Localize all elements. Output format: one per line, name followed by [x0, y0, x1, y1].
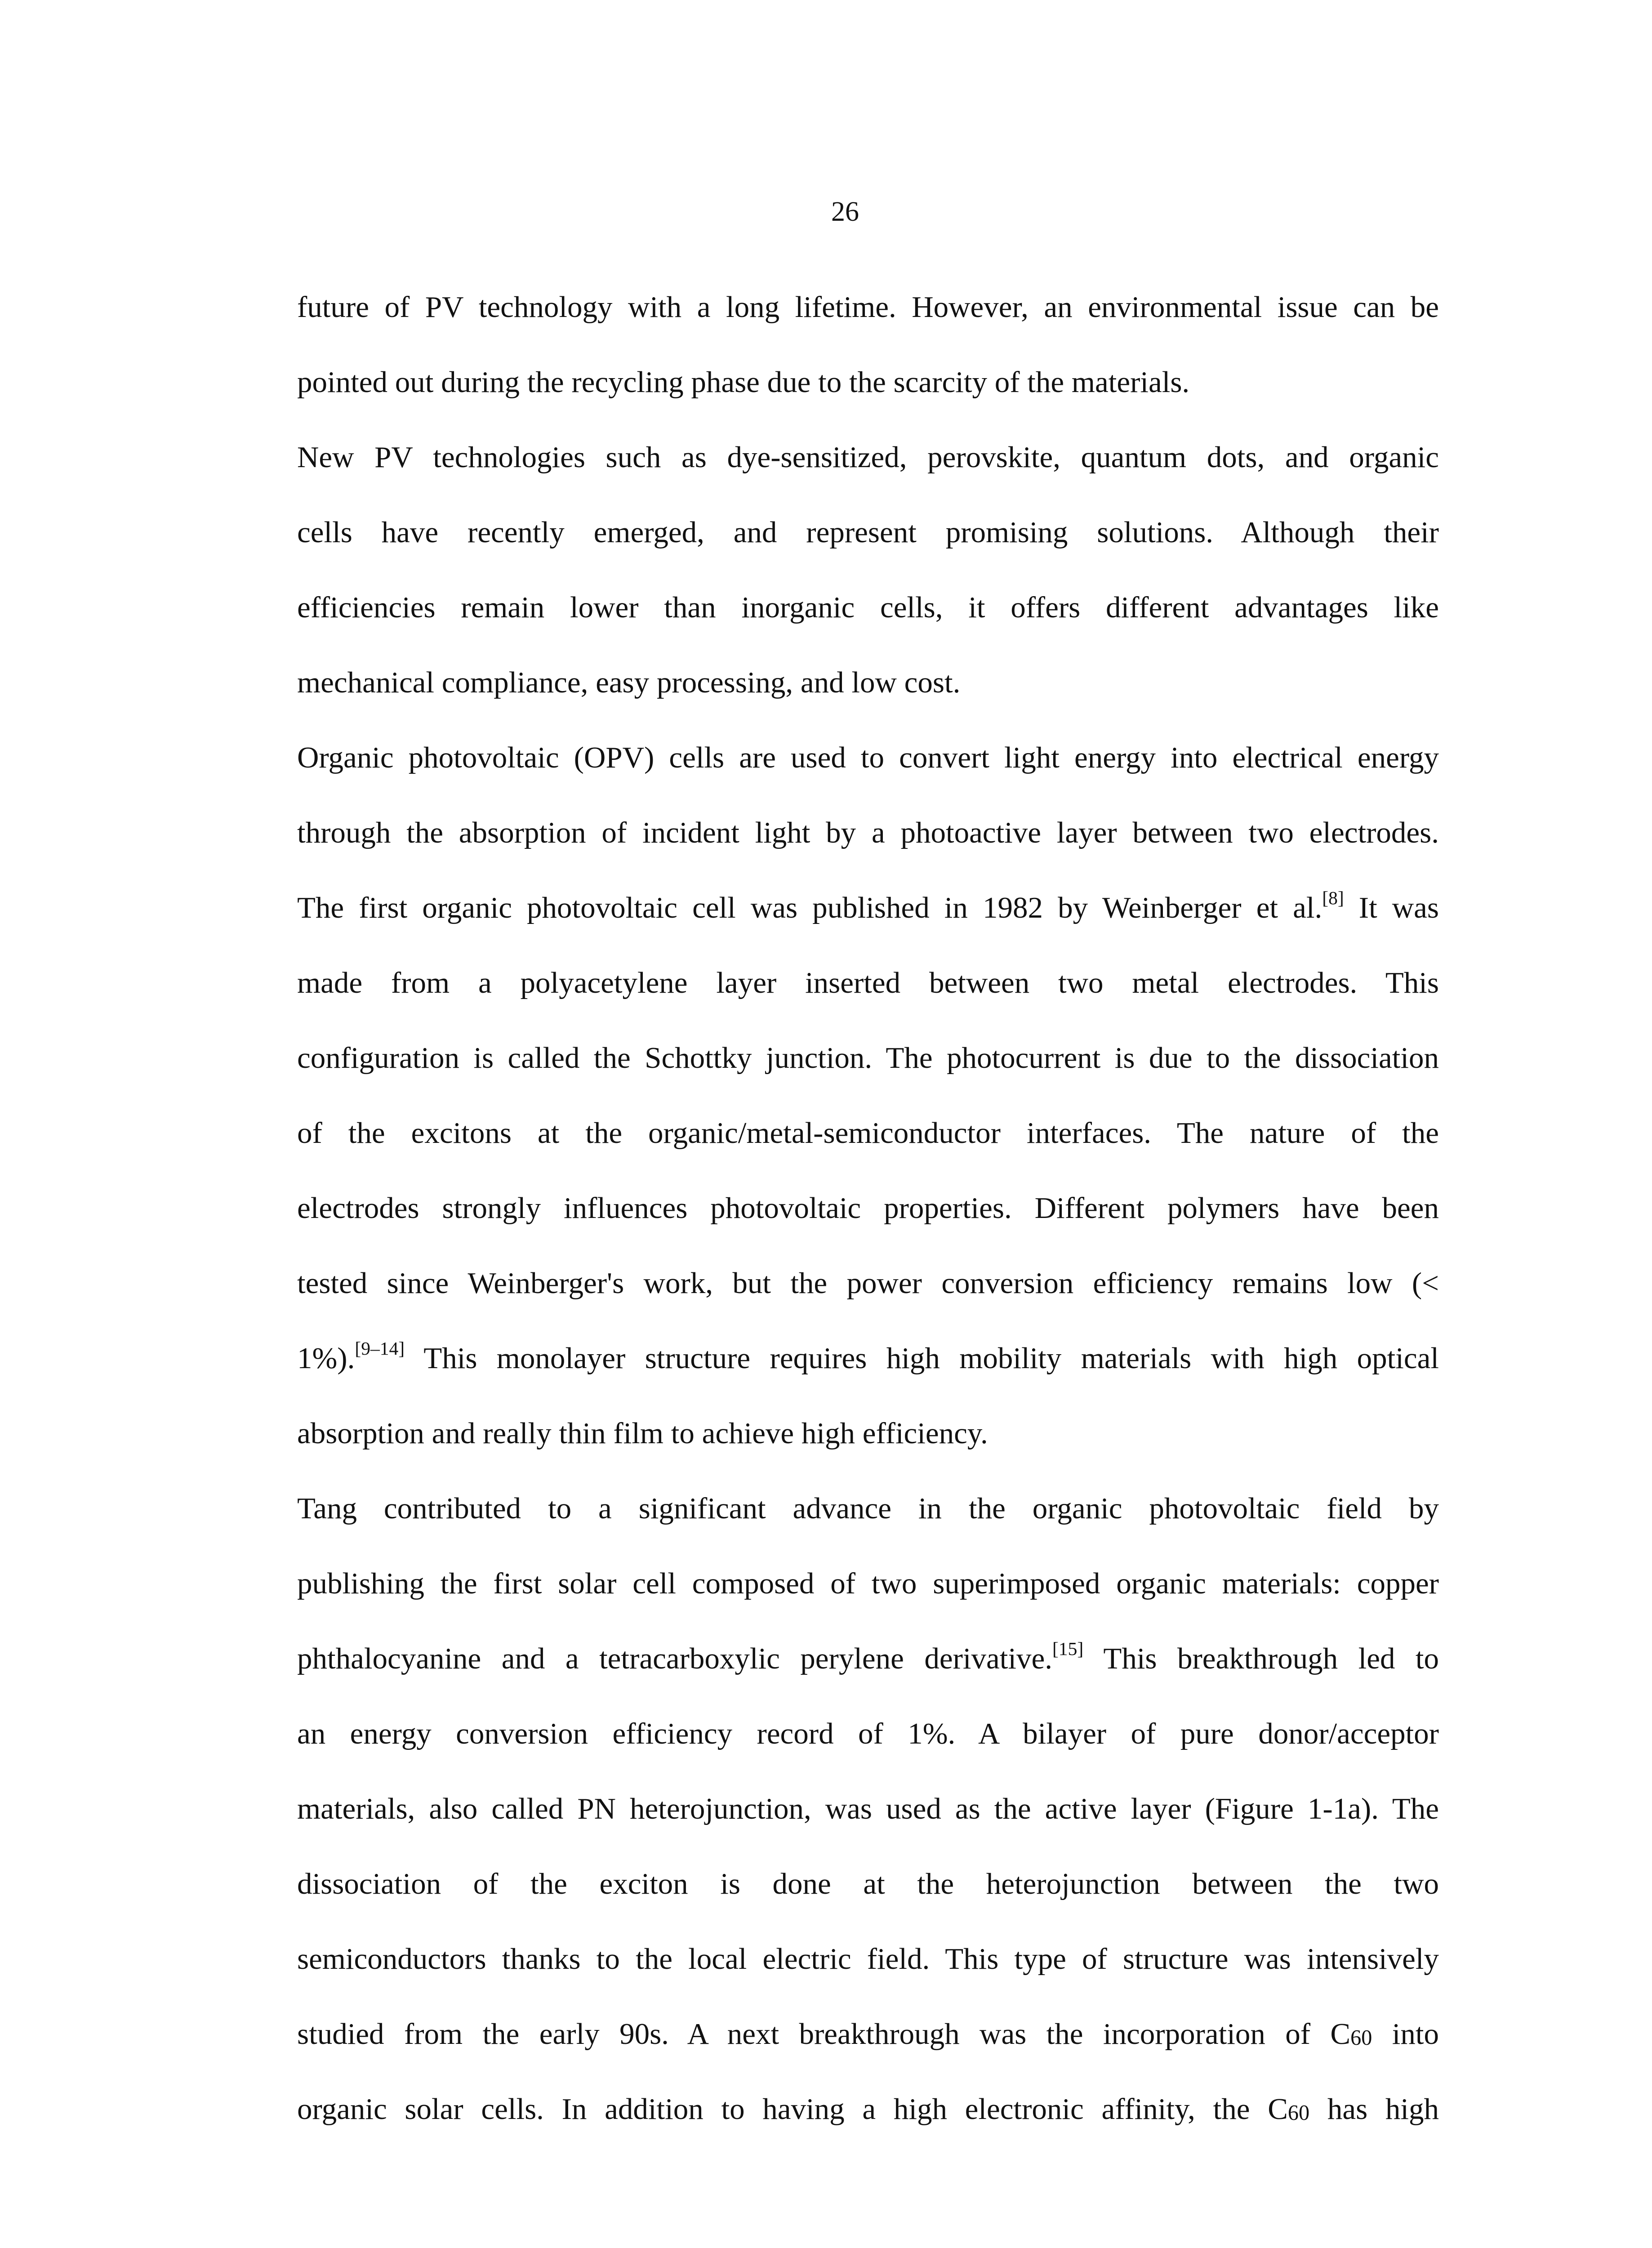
- text-line: [297, 1171, 1439, 1246]
- text-segment: of the excitons at the organic/metal-semiconductor interfaces. The nature of the: [297, 1116, 1439, 1150]
- page-number: 26: [831, 196, 859, 227]
- text-segment: studied from the early 90s. A next breakthrough was the incorporation of C: [297, 2017, 1351, 2051]
- text-segment: New PV technologies such as dye-sensitized, perovskite, quantum dots, and organic: [297, 441, 1439, 474]
- text-segment: efficiencies remain lower than inorganic cells, it offers different advantages like: [297, 591, 1439, 624]
- text-line: [297, 1021, 1439, 1096]
- text-segment: organic solar cells. In addition to having a high electronic affinity, the C: [297, 2092, 1288, 2126]
- text-segment: electrodes strongly influences photovoltaic properties. Different polymers have been: [297, 1191, 1439, 1225]
- text-line: [297, 1922, 1439, 1997]
- text-segment: This breakthrough led to: [1083, 1642, 1439, 1675]
- text-line: [297, 1847, 1439, 1922]
- text-segment: cells have recently emerged, and represent promising solutions. Although their: [297, 516, 1439, 549]
- text-line: [297, 1471, 1439, 1546]
- text-line: [297, 1321, 1439, 1396]
- text-segment: It was: [1344, 891, 1439, 924]
- subscript: 60: [1287, 2101, 1310, 2125]
- text-segment: tested since Weinberger's work, but the power conversion efficiency remains low (<: [297, 1267, 1439, 1300]
- paragraph: [297, 1471, 1439, 2147]
- paragraph: [297, 270, 1439, 420]
- text-segment: materials, also called PN heterojunction, was used as the active layer (Figure 1-1a). The: [297, 1792, 1439, 1825]
- text-line: [297, 720, 1439, 795]
- text-line: [297, 946, 1439, 1021]
- citation-superscript: [8]: [1322, 888, 1344, 909]
- text-line: [297, 1396, 1439, 1471]
- text-segment: Tang contributed to a significant advance in the organic photovoltaic field by: [297, 1492, 1439, 1525]
- text-line: [297, 1997, 1439, 2072]
- citation-superscript: [15]: [1052, 1638, 1084, 1659]
- text-segment: Organic photovoltaic (OPV) cells are used to convert light energy into electrical energy: [297, 741, 1439, 774]
- text-segment: future of PV technology with a long lifetime. However, an environmental issue can be: [297, 290, 1439, 324]
- text-segment: through the absorption of incident light by a photoactive layer between two electrodes.: [297, 816, 1439, 849]
- text-line: [297, 1246, 1439, 1321]
- text-segment: publishing the first solar cell composed of two superimposed organic materials: copper: [297, 1567, 1439, 1600]
- text-segment: The first organic photovoltaic cell was published in 1982 by Weinberger et al.: [297, 891, 1322, 924]
- text-line: [297, 420, 1439, 495]
- text-line: [297, 570, 1439, 645]
- text-line: [297, 1696, 1439, 1771]
- paragraph: [297, 420, 1439, 720]
- text-segment: dissociation of the exciton is done at the heterojunction between the two: [297, 1867, 1439, 1900]
- text-line: [297, 2072, 1439, 2147]
- text-line: [297, 1621, 1439, 1696]
- text-segment: 1%).: [297, 1342, 355, 1375]
- text-segment: pointed out during the recycling phase due to the scarcity of the materials.: [297, 366, 1190, 399]
- text-segment: phthalocyanine and a tetracarboxylic perylene derivative.: [297, 1642, 1052, 1675]
- text-line: [297, 345, 1439, 420]
- text-line: [297, 1096, 1439, 1171]
- text-segment: This monolayer structure requires high mobility materials with high optical: [405, 1342, 1439, 1375]
- text-segment: configuration is called the Schottky junction. The photocurrent is due to the dissociation: [297, 1041, 1439, 1075]
- body-text: [297, 270, 1439, 2147]
- text-line: [297, 495, 1439, 570]
- citation-superscript: [9–14]: [355, 1338, 405, 1359]
- text-line: [297, 870, 1439, 946]
- subscript: 60: [1350, 2026, 1372, 2050]
- text-segment: absorption and really thin film to achieve high efficiency.: [297, 1417, 988, 1450]
- text-line: [297, 645, 1439, 720]
- text-line: [297, 795, 1439, 870]
- text-segment: an energy conversion efficiency record of 1%. A bilayer of pure donor/acceptor: [297, 1717, 1439, 1750]
- text-segment: mechanical compliance, easy processing, and low cost.: [297, 666, 961, 699]
- text-line: [297, 1546, 1439, 1621]
- text-line: [297, 270, 1439, 345]
- text-segment: made from a polyacetylene layer inserted between two metal electrodes. This: [297, 966, 1439, 999]
- text-segment: semiconductors thanks to the local electric field. This type of structure was intensively: [297, 1942, 1439, 1976]
- paragraph: [297, 720, 1439, 1471]
- text-segment: has high: [1309, 2092, 1439, 2126]
- text-segment: into: [1372, 2017, 1439, 2051]
- text-line: [297, 1771, 1439, 1847]
